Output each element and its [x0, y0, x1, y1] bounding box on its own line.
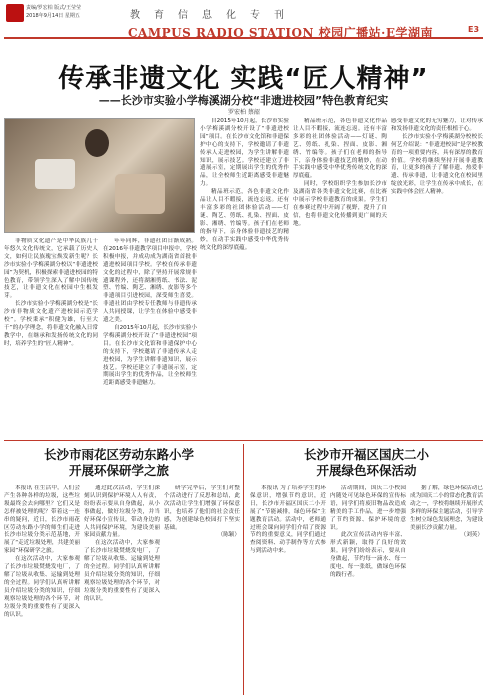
article3-title-line2: 开展绿色环保活动	[316, 463, 417, 478]
newspaper-logo-icon	[6, 4, 24, 22]
article3-col-1	[250, 485, 326, 695]
headline-subtitle: ——长沙市实验小学梅溪湖分校“非遗进校园”特色教育纪实	[98, 94, 389, 107]
headline-title: 传承非遗文化 实践“匠人精神”	[58, 64, 429, 94]
author: （陈颖）	[217, 532, 240, 539]
paragraph: 精品班示范，各色非遗文化作品让人目不暇接，流连忘返。还有丰富多彩的社团体验活动——灯谜、陶艺、剪纸、扎染、捏面、皮影、湘绣、竹编等。孩子们在老师的指导下，亲身体验非遗技艺的精妙，在动手实践中感受中华优秀传统文化的深厚底蕴。	[200, 189, 289, 251]
header-tagline: 教育信息化专刊	[130, 10, 298, 21]
article3-col-2	[330, 485, 406, 695]
paragraph: 活动期间，国庆二小校园内随处可见绿色环保的宣传标语，同学们将废旧物品改造成精美的手工作品，进一步增强了节约资源、保护环境的意识。	[330, 485, 406, 531]
article3-title	[250, 447, 483, 479]
article2-col-1	[4, 485, 80, 695]
header-meta	[26, 4, 81, 20]
column-divider	[243, 444, 244, 695]
article1-col-4	[293, 118, 387, 436]
paragraph: 年年同辉，非遗社团日渐成熟。在2016年非遗教学项目申报中，学校积极申报，并成功成为湖南省首批非遗进校园项目学校。学校在传承非遗文化的过程中，除了坚持开展常规非遗课程外，还将湖湘剪纸、书法、泥塑、竹编、陶艺、湘绣、皮影等多个非遗项目引进校园，深受师生喜爱。非遗社团由学校专任教师与非遗传承人共同授课，让学生在体验中感受非遗之美。	[103, 238, 197, 324]
article2-title-line2: 开展环保研学之旅	[68, 463, 169, 478]
paragraph: 同时，学校组织学生参加长沙市及湖南省各类非遗文化比赛，在比赛中展示学校非遗教育的成果。学生们在参赛过程中开阔了视野，提升了自信，也将非遗文化传播到更广阔的天地。	[293, 181, 387, 227]
editor-line: 责编/罗宏柏 版式/王莹莹	[26, 5, 81, 11]
divider	[4, 440, 483, 441]
paragraph: 本报讯 在生活中，人们会产生各种各样的垃圾，这些垃圾最终会去向哪里？它们又是怎样被处理的呢？带着这一连串的疑问，近日，长沙市雨花区劳动东路小学的师生们走进长沙市垃圾分类示范基地，开展了“走近垃圾处理，共建美丽家园”环保研学之旅。	[4, 485, 80, 555]
page-code: E3	[468, 25, 480, 34]
paragraph: 在这次活动中，大家参观了长沙市垃圾焚烧发电厂，了解了垃圾从收集、运输到处理的全过程。同学们认真听讲解员介绍垃圾分类的知识，仔细观察垃圾处理的各个环节，对垃圾分类的重要性有了更深入的认识。	[4, 556, 80, 618]
paragraph: 本报讯 为了培养学生的环保意识，增强节约意识，近日，长沙市开福区国庆二小开展了“节能减排，绿色环保”主题教育活动。活动中，老师通过班会课向同学们介绍了资源节约的重要意义，同学们通过查阅资料、动手制作等方式参与到活动中来。	[250, 485, 326, 555]
paragraph: 自2015年10月起，长沙市实验小学梅溪湖分校开设了“非遗进校园”项目。在长沙市文化馆和非遗保护中心的支持下，学校邀请了非遗传承人走进校园，为学生讲解非遗知识，展示技艺。学校还建立了非遗展示室，定期展出学生的优秀作品，让全校师生近距离感受非遗魅力。	[200, 118, 289, 188]
paragraph: 此次宣传活动内容丰富、形式新颖，取得了良好的效果。同学们纷纷表示，要从自身做起，节约每一滴水、每一度电、每一张纸，做绿色环保的践行者。	[330, 532, 406, 578]
paragraph: 长沙市实验小学梅溪湖分校是“长沙市非物质文化遗产进校园示范学校”。学校秉承“积健为雄，行至大千”的办学理念，将非遗文化融入日常教学中，在继承和发扬传统文化的同时，培养学生的“匠人精神”。	[4, 301, 98, 347]
paragraph: 感受非遗文化的无穷魅力，让对传承和发扬非遗文化的责任根植于心。	[391, 118, 483, 132]
article2-col-2	[84, 485, 160, 695]
paragraph: 据了解，绿色环保活动已成为国庆二小的常态化教育活动之一，学校将继续开展形式多样的环保主题活动，引导学生树立绿色发展理念，为建设美丽长沙贡献力量。	[410, 485, 483, 531]
article3-title-line1: 长沙市开福区国庆二小	[303, 447, 429, 462]
paragraph: 非物质文化遗产是中华民族几千年悠久文化传统文，它承载了历史人文，如何让民族瑰宝焕发新生呢？长沙市实验小学梅溪湖分校以“非遗进校园”为契机，积极探索非遗进校园的特色教育，带领学生深入了解中国传统技艺，让非遗文化在校园中生根发芽。	[4, 238, 98, 300]
paragraph: 长沙市实验小学梅溪湖分校校长何艺介绍说：“非遗进校园”是学校教育的一项重要内容，具有深厚的教育价值。学校将继续坚持开展非遗教育，让更多的孩子了解非遗、热爱非遗、传承非遗，让非遗文化在校园里绽放光彩，让学生在传承中成长，在实践中体会匠人精神。	[391, 133, 483, 196]
article1-col-left	[4, 238, 98, 436]
paragraph: 在这次活动中，大家参观了长沙市垃圾焚烧发电厂，了解了垃圾从收集、运输到处理的全过程。同学们认真听讲解员介绍垃圾分类的知识，仔细观察垃圾处理的各个环节，对垃圾分类的重要性有了更深入的认识。	[84, 540, 160, 602]
paragraph: 通过此次活动，学生们深刻认识到保护环境人人有责，纷纷表示要从自身做起，从小事做起，做好垃圾分类，并当好环保小宣传员，带动身边的人共同保护环境，为建设美丽家园贡献力量。	[84, 485, 160, 539]
article2-title	[4, 447, 234, 479]
paragraph: 精品班示范，各色非遗文化作品让人目不暇接，流连忘返。还有丰富多彩的社团体验活动——灯谜、陶艺、剪纸、扎染、捏面、皮影、湘绣、竹编等。孩子们在老师的指导下，亲身体验非遗技艺的精妙，在动手实践中感受中华优秀传统文化的深厚底蕴。	[293, 118, 387, 180]
article3-col-3	[410, 485, 483, 695]
byline: 罗宏柏 蔡韶	[228, 109, 260, 116]
date-line: 2018年9月14日 星期五	[26, 13, 80, 19]
article-photo	[4, 118, 195, 233]
paragraph: 自2015年10月起，长沙市实验小学梅溪湖分校开设了“非遗进校园”项目。在长沙市文化馆和非遗保护中心的支持下，学校邀请了非遗传承人走进校园，为学生讲解非遗知识，展示技艺。学校还建立了非遗展示室，定期展出学生的优秀作品，让全校师生近距离感受非遗魅力。	[103, 324, 197, 387]
section-title: CAMPUS RADIO STATION 校园广播站·E学湖南	[128, 26, 433, 40]
article1-col-mid	[103, 238, 197, 436]
article1-col-5	[391, 118, 483, 436]
author: （刘英）	[460, 532, 483, 539]
article2-col-3	[164, 485, 240, 695]
article2-title-line1: 长沙市雨花区劳动东路小学	[43, 447, 194, 462]
paragraph: 研学完毕后，学生们对整个活动进行了反思和总结，此次活动让学生们增强了环保意识，也培养了他们的社会责任感，为创建绿色校园打下坚实基础。	[164, 485, 240, 531]
article1-col-3	[200, 118, 289, 436]
